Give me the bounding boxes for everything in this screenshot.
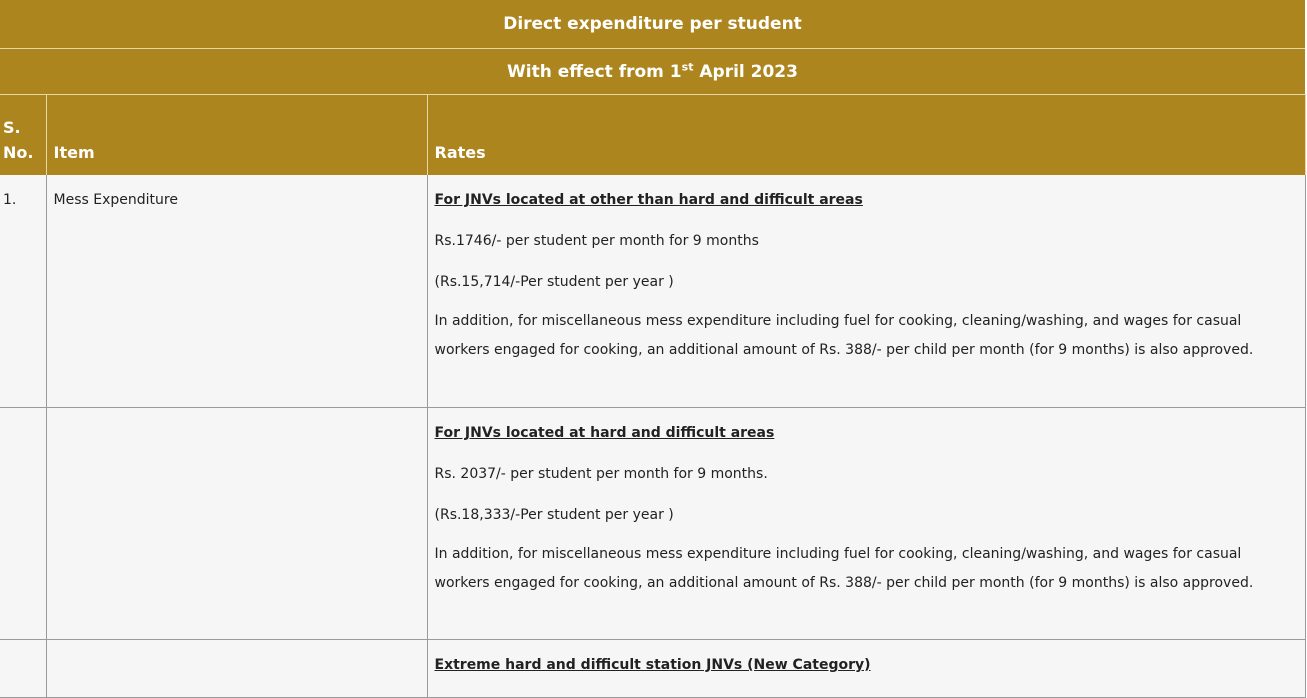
header-sno-line1: S. bbox=[3, 118, 21, 137]
rate-yearly: (Rs.15,714/-Per student per year ) bbox=[434, 274, 674, 290]
row-sno bbox=[0, 640, 46, 698]
row-rates bbox=[427, 175, 1305, 408]
rate-yearly: (Rs.18,333/-Per student per year ) bbox=[434, 507, 674, 523]
rate-monthly: Rs.1746/- per student per month for 9 months bbox=[434, 233, 759, 249]
row-sno bbox=[0, 408, 46, 640]
effective-suffix: April 2023 bbox=[693, 61, 798, 82]
row-item bbox=[46, 408, 427, 640]
row-sno: 1. bbox=[0, 175, 46, 408]
row-item bbox=[46, 640, 427, 698]
rate-monthly: Rs. 2037/- per student per month for 9 months. bbox=[434, 466, 768, 482]
effective-date bbox=[0, 49, 1305, 95]
table-title: Direct expenditure per student bbox=[0, 0, 1305, 49]
header-rates: Rates bbox=[427, 95, 1305, 176]
effective-prefix: With effect from 1 bbox=[507, 61, 682, 82]
header-item: Item bbox=[46, 95, 427, 176]
effective-date-row bbox=[0, 49, 1305, 95]
rate-category: For JNVs located at other than hard and difficult areas bbox=[434, 192, 863, 208]
effective-sup: st bbox=[681, 59, 694, 73]
table-row bbox=[0, 640, 1305, 698]
row-rates bbox=[427, 408, 1305, 640]
header-sno bbox=[0, 95, 46, 176]
header-sno-line2: No. bbox=[3, 143, 34, 162]
rate-category: For JNVs located at hard and difficult areas bbox=[434, 425, 775, 441]
table-row bbox=[0, 408, 1305, 640]
rate-note: In addition, for miscellaneous mess expenditure including fuel for cooking, cleaning/washing, and wages for casual workers engaged for cooking, an additional amount of Rs. 388/- per child per month (for 9 months) is also approved. bbox=[434, 546, 1254, 591]
rate-category: Extreme hard and difficult station JNVs (New Category) bbox=[434, 657, 871, 673]
column-header-row bbox=[0, 95, 1305, 176]
row-rates bbox=[427, 640, 1305, 698]
table-title-row bbox=[0, 0, 1305, 49]
rate-note: In addition, for miscellaneous mess expenditure including fuel for cooking, cleaning/washing, and wages for casual workers engaged for cooking, an additional amount of Rs. 388/- per child per month (for 9 months) is also approved. bbox=[434, 313, 1254, 358]
table-row bbox=[0, 175, 1305, 408]
row-item: Mess Expenditure bbox=[46, 175, 427, 408]
